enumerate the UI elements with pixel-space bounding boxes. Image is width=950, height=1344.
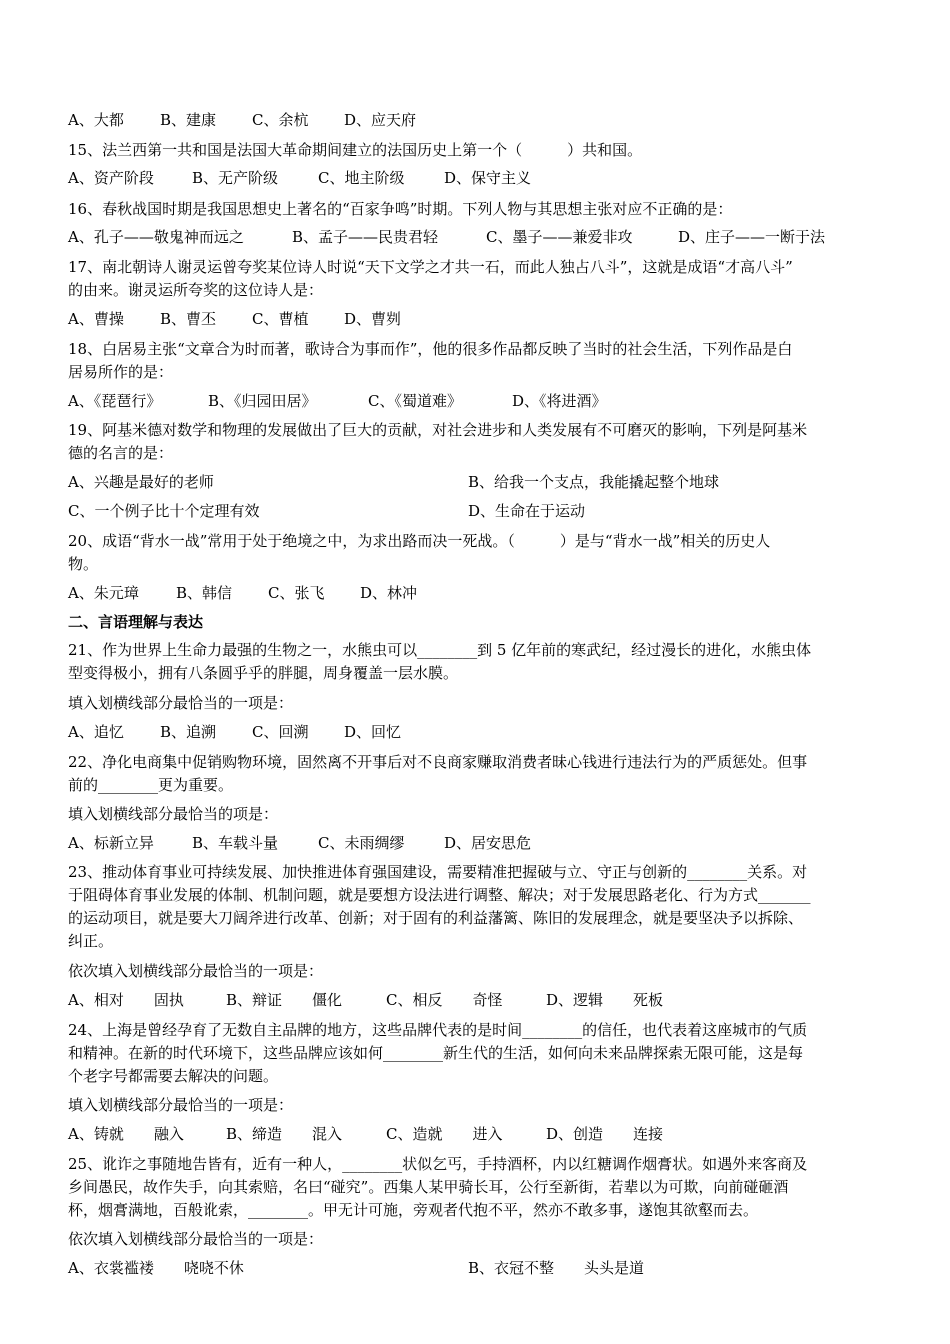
question-text: 个老字号都需要去解决的问题。 bbox=[68, 1067, 279, 1085]
answer-option: B、辩证 僵化 bbox=[226, 991, 343, 1009]
question-text: 和精神。在新的时代环境下，这些品牌应该如何________新生代的生活，如何向未来品牌探索无限可能，这是每 bbox=[68, 1044, 804, 1062]
question-text: 前的________更为重要。 bbox=[68, 776, 234, 794]
answer-option: D、保守主义 bbox=[444, 169, 532, 187]
question-text: 15、法兰西第一共和国是法国大革命期间建立的法国历史上第一个（ ）共和国。 bbox=[68, 141, 643, 159]
question-text: 型变得极小，拥有八条圆乎乎的胖腿，周身覆盖一层水膜。 bbox=[68, 664, 459, 682]
answer-option: B、衣冠不整 头头是道 bbox=[468, 1259, 645, 1277]
question-text: 杯，烟膏满地，百般讹索，________。甲无计可施，旁观者代抱不平，然亦不敢多事，遂饱其欲壑而去。 bbox=[68, 1201, 759, 1219]
question-text: 填入划横线部分最恰当的项是： bbox=[68, 805, 279, 823]
answer-option: B、车载斗量 bbox=[192, 834, 279, 852]
answer-option: D、林冲 bbox=[360, 584, 418, 602]
answer-option: C、曹植 bbox=[252, 310, 309, 328]
question-text: 填入划横线部分最恰当的一项是： bbox=[68, 694, 294, 712]
question-text: 17、南北朝诗人谢灵运曾夸奖某位诗人时说“天下文学之才共一石，而此人独占八斗”，这就是成语“才高八斗” bbox=[68, 258, 793, 276]
answer-option: D、居安思危 bbox=[444, 834, 532, 852]
answer-option: B、追溯 bbox=[160, 723, 217, 741]
answer-option: C、造就 进入 bbox=[386, 1125, 503, 1143]
section-heading: 二、言语理解与表达 bbox=[68, 613, 204, 631]
question-text: 21、作为世界上生命力最强的生物之一，水熊虫可以________到 5 亿年前的寒武纪，经过漫长的进化，水熊虫体 bbox=[68, 641, 812, 659]
answer-option: B、孟子——民贵君轻 bbox=[292, 228, 439, 246]
question-text: 23、推动体育事业可持续发展、加快推进体育强国建设，需要精准把握破与立、守正与创新的________关系。对 bbox=[68, 863, 808, 881]
answer-option: C、未雨绸缪 bbox=[318, 834, 405, 852]
answer-option: A、标新立异 bbox=[68, 834, 154, 852]
answer-option: C、张飞 bbox=[268, 584, 325, 602]
answer-option: A、相对 固执 bbox=[68, 991, 184, 1009]
answer-option: B、缔造 混入 bbox=[226, 1125, 343, 1143]
answer-option: B、建康 bbox=[160, 111, 217, 129]
answer-option: A、大都 bbox=[68, 111, 124, 129]
question-text: 于阻碍体育事业发展的体制、机制问题，就是要想方设法进行调整、解决；对于发展思路老化、行为方式_______ bbox=[68, 886, 811, 904]
question-text: 德的名言的是： bbox=[68, 444, 174, 462]
question-text: 20、成语“背水一战”常用于处于绝境之中，为求出路而决一死战。（ ）是与“背水一战”相关的历史人 bbox=[68, 532, 771, 550]
answer-option: B、韩信 bbox=[176, 584, 233, 602]
answer-option: A、追忆 bbox=[68, 723, 124, 741]
answer-option: D、生命在于运动 bbox=[468, 502, 586, 520]
question-text: 19、阿基米德对数学和物理的发展做出了巨大的贡献，对社会进步和人类发展有不可磨灭的影响，下列是阿基米 bbox=[68, 421, 808, 439]
question-text: 的由来。谢灵运所夸奖的这位诗人是： bbox=[68, 281, 324, 299]
question-text: 依次填入划横线部分最恰当的一项是： bbox=[68, 962, 324, 980]
question-text: 24、上海是曾经孕育了无数自主品牌的地方，这些品牌代表的是时间________的信任，也代表着这座城市的气质 bbox=[68, 1021, 808, 1039]
question-text: 22、净化电商集中促销购物环境，固然离不开事后对不良商家赚取消费者昧心钱进行违法行为的严质惩处。但事 bbox=[68, 753, 808, 771]
answer-option: C、一个例子比十个定理有效 bbox=[68, 502, 260, 520]
answer-option: A、《琵琶行》 bbox=[68, 392, 162, 410]
answer-option: C、地主阶级 bbox=[318, 169, 405, 187]
answer-option: A、朱元璋 bbox=[68, 584, 139, 602]
question-text: 18、白居易主张“文章合为时而著，歌诗合为事而作”，他的很多作品都反映了当时的社会生活，下列作品是白 bbox=[68, 340, 793, 358]
answer-option: A、铸就 融入 bbox=[68, 1125, 184, 1143]
answer-option: A、孔子——敬鬼神而远之 bbox=[68, 228, 244, 246]
question-text: 居易所作的是： bbox=[68, 363, 174, 381]
answer-option: C、回溯 bbox=[252, 723, 309, 741]
question-text: 填入划横线部分最恰当的一项是： bbox=[68, 1096, 294, 1114]
answer-option: A、兴趣是最好的老师 bbox=[68, 473, 214, 491]
answer-option: A、衣裳褴褛 哓哓不休 bbox=[68, 1259, 244, 1277]
answer-option: C、《蜀道难》 bbox=[368, 392, 462, 410]
answer-option: D、曹刿 bbox=[344, 310, 402, 328]
question-text: 物。 bbox=[68, 555, 99, 573]
answer-option: A、曹操 bbox=[68, 310, 124, 328]
answer-option: D、逻辑 死板 bbox=[546, 991, 664, 1009]
question-text: 乡间愚民，故作失手，向其索赔，名曰“碰究”。西集人某甲骑长耳，公行至新街，若辈以为可欺，向前碰砸酒 bbox=[68, 1178, 789, 1196]
question-text: 依次填入划横线部分最恰当的一项是： bbox=[68, 1230, 324, 1248]
question-text: 25、讹诈之事随地告皆有，近有一种人，________状似乞丐，手持酒杯，内以红糖调作烟膏状。如遇外来客商及 bbox=[68, 1155, 808, 1173]
question-text: 16、春秋战国时期是我国思想史上著名的“百家争鸣”时期。下列人物与其思想主张对应不正确的是： bbox=[68, 200, 733, 218]
answer-option: D、应天府 bbox=[344, 111, 417, 129]
answer-option: C、余杭 bbox=[252, 111, 309, 129]
question-text: 的运动项目，就是要大刀阔斧进行改革、创新；对于固有的利益藩篱、陈旧的发展理念，就是要坚决予以拆除、 bbox=[68, 909, 804, 927]
question-text: 纠正。 bbox=[68, 932, 114, 950]
answer-option: D、《将进酒》 bbox=[512, 392, 607, 410]
answer-option: D、庄子——一断于法 bbox=[678, 228, 826, 246]
answer-option: B、《归园田居》 bbox=[208, 392, 317, 410]
answer-option: A、资产阶段 bbox=[68, 169, 154, 187]
answer-option: B、给我一个支点，我能撬起整个地球 bbox=[468, 473, 720, 491]
answer-option: B、曹丕 bbox=[160, 310, 217, 328]
answer-option: C、相反 奇怪 bbox=[386, 991, 503, 1009]
answer-option: D、回忆 bbox=[344, 723, 402, 741]
answer-option: B、无产阶级 bbox=[192, 169, 279, 187]
answer-option: C、墨子——兼爱非攻 bbox=[486, 228, 633, 246]
answer-option: D、创造 连接 bbox=[546, 1125, 664, 1143]
